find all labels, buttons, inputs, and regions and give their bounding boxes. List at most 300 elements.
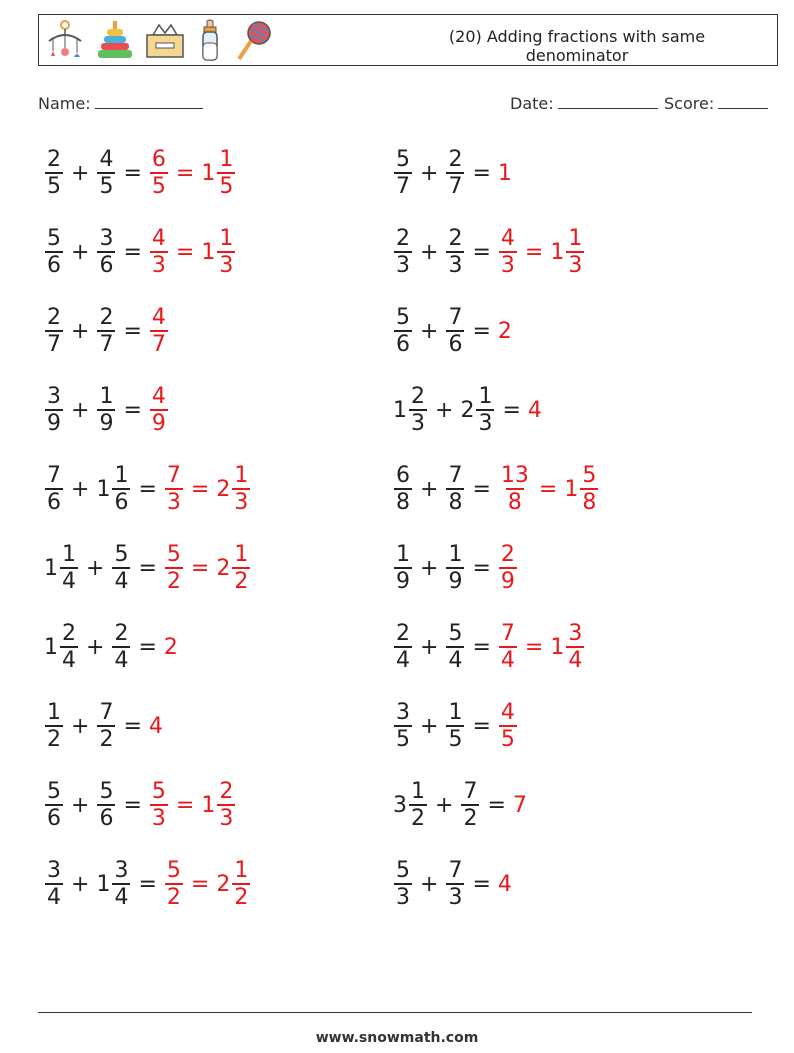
number (445, 700, 465, 752)
numerator: 5 (114, 542, 129, 567)
answer (164, 635, 179, 660)
answer-equals-sign: = (524, 634, 544, 660)
tissue-box-icon (143, 19, 187, 63)
number (96, 305, 116, 357)
plus-sign: + (420, 555, 439, 581)
denominator: 7 (99, 332, 114, 357)
numerator: 4 (151, 384, 166, 409)
whole-number: 2 (216, 871, 231, 897)
denominator: 9 (47, 411, 61, 436)
numerator: 1 (219, 226, 234, 251)
number (445, 305, 465, 357)
plus-sign: + (71, 713, 90, 739)
plus-sign: + (420, 318, 439, 344)
denominator: 3 (166, 490, 181, 515)
numerator: 5 (448, 621, 463, 646)
equals-sign: = (472, 160, 491, 186)
problem-row (393, 694, 518, 758)
numerator: 7 (448, 858, 463, 883)
numerator: 4 (151, 305, 166, 330)
answer (216, 542, 251, 594)
whole-number: 1 (44, 634, 58, 660)
denominator: 3 (151, 253, 166, 278)
plus-sign: + (86, 555, 105, 581)
number (44, 779, 64, 831)
numerator: 13 (500, 463, 529, 488)
plus-sign: + (420, 476, 439, 502)
numerator: 2 (114, 621, 129, 646)
numerator: 2 (500, 542, 515, 567)
answer (498, 700, 518, 752)
answer (201, 226, 236, 278)
date-field (510, 94, 658, 113)
answer (201, 779, 236, 831)
numerator: 1 (448, 700, 463, 725)
fraction (112, 542, 130, 594)
fraction (217, 779, 235, 831)
numerator: 5 (166, 542, 181, 567)
denominator: 6 (448, 332, 463, 357)
numerator: 4 (500, 700, 515, 725)
equals-sign: = (472, 476, 491, 502)
number (393, 621, 413, 673)
numerator: 5 (582, 463, 597, 488)
fraction (499, 226, 517, 278)
plus-sign: + (435, 397, 454, 423)
number (44, 621, 79, 673)
numerator: 1 (114, 463, 129, 488)
numerator: 2 (47, 147, 61, 172)
number (393, 858, 413, 910)
denominator: 3 (478, 411, 493, 436)
equals-sign: = (123, 318, 142, 344)
denominator: 5 (99, 174, 114, 199)
fraction (461, 779, 479, 831)
denominator: 2 (166, 569, 181, 594)
denominator: 5 (396, 727, 410, 752)
name-blank[interactable] (95, 94, 203, 109)
fraction (150, 226, 168, 278)
baby-mobile-icon (43, 19, 87, 63)
problem-row (44, 536, 251, 600)
numerator: 2 (448, 226, 463, 251)
problem-row (44, 773, 236, 837)
fraction (45, 305, 63, 357)
problem-row (393, 773, 528, 837)
numerator: 2 (396, 621, 410, 646)
numerator: 7 (448, 305, 463, 330)
fraction (409, 384, 427, 436)
whole-number: 7 (512, 792, 527, 818)
footer-site: www.snowmath.com (315, 1030, 479, 1046)
numerator: 2 (396, 226, 410, 251)
numerator: 3 (396, 700, 410, 725)
problem-row (393, 299, 513, 363)
fraction (446, 305, 464, 357)
numerator: 7 (47, 463, 61, 488)
number (445, 463, 465, 515)
whole-number: 4 (497, 871, 512, 897)
denominator: 7 (151, 332, 166, 357)
equals-sign: = (123, 397, 142, 423)
numerator: 1 (396, 542, 410, 567)
denominator: 6 (396, 332, 410, 357)
number (96, 858, 131, 910)
answer (201, 147, 236, 199)
plus-sign: + (86, 634, 105, 660)
denominator: 3 (151, 806, 166, 831)
number (393, 542, 413, 594)
fraction (499, 542, 517, 594)
whole-number: 1 (497, 160, 512, 186)
fraction (217, 147, 235, 199)
denominator: 5 (500, 727, 515, 752)
score-label: Score: (664, 94, 715, 113)
fraction (217, 226, 235, 278)
answer (216, 463, 251, 515)
numerator: 2 (62, 621, 76, 646)
denominator: 6 (47, 806, 61, 831)
whole-number: 2 (163, 634, 178, 660)
number (96, 700, 116, 752)
fraction (150, 779, 168, 831)
answer-equals-sign: = (190, 476, 210, 502)
date-blank[interactable] (558, 94, 658, 109)
denominator: 9 (151, 411, 166, 436)
whole-number: 1 (564, 476, 579, 502)
name-label: Name: (38, 94, 91, 113)
plus-sign: + (71, 318, 90, 344)
denominator: 3 (234, 490, 249, 515)
numerator: 1 (568, 226, 583, 251)
answer (149, 384, 169, 436)
fraction (97, 305, 115, 357)
numerator: 6 (151, 147, 166, 172)
rattle-icon (233, 19, 273, 63)
fraction (45, 779, 63, 831)
answer (498, 161, 513, 186)
problem-row (393, 220, 585, 284)
answer (564, 463, 599, 515)
date-label: Date: (510, 94, 554, 113)
answer-equals-sign: = (175, 160, 195, 186)
fraction (566, 621, 584, 673)
header-icons (43, 19, 273, 63)
numerator: 2 (411, 384, 425, 409)
denominator: 3 (568, 253, 583, 278)
fraction (394, 147, 412, 199)
numerator: 2 (47, 305, 61, 330)
numerator: 1 (478, 384, 493, 409)
number (96, 463, 131, 515)
number (445, 858, 465, 910)
numerator: 1 (234, 858, 249, 883)
answer (149, 147, 169, 199)
whole-number: 2 (497, 318, 512, 344)
plus-sign: + (420, 239, 439, 265)
number (445, 621, 465, 673)
fraction (446, 858, 464, 910)
fraction (150, 305, 168, 357)
problem-row (393, 141, 513, 205)
numerator: 3 (568, 621, 583, 646)
fraction (45, 858, 63, 910)
fraction (580, 463, 598, 515)
denominator: 6 (99, 806, 114, 831)
fraction (394, 226, 412, 278)
fraction (45, 384, 63, 436)
answer-equals-sign: = (190, 555, 210, 581)
denominator: 2 (411, 806, 425, 831)
fraction (45, 226, 63, 278)
number (111, 542, 131, 594)
answer (513, 793, 528, 818)
denominator: 5 (47, 174, 61, 199)
whole-number: 2 (216, 555, 231, 581)
equals-sign: = (472, 713, 491, 739)
problem-row (44, 457, 251, 521)
number (445, 542, 465, 594)
numerator: 1 (411, 779, 425, 804)
denominator: 2 (166, 885, 181, 910)
number (44, 463, 64, 515)
number (460, 779, 480, 831)
numerator: 5 (47, 226, 61, 251)
whole-number: 4 (148, 713, 163, 739)
numerator: 2 (219, 779, 234, 804)
numerator: 7 (99, 700, 114, 725)
equals-sign: = (472, 555, 491, 581)
fraction (97, 779, 115, 831)
number (445, 226, 465, 278)
number (393, 384, 428, 436)
numerator: 6 (396, 463, 410, 488)
whole-number: 1 (201, 792, 216, 818)
number (44, 542, 79, 594)
denominator: 3 (500, 253, 515, 278)
answer (550, 226, 585, 278)
equals-sign: = (138, 871, 157, 897)
numerator: 7 (463, 779, 478, 804)
whole-number: 1 (44, 555, 58, 581)
equals-sign: = (138, 476, 157, 502)
numerator: 7 (500, 621, 515, 646)
number (393, 700, 413, 752)
numerator: 3 (114, 858, 129, 883)
problem-row (44, 852, 251, 916)
answer (149, 714, 164, 739)
denominator: 7 (448, 174, 463, 199)
fraction (446, 621, 464, 673)
denominator: 2 (47, 727, 61, 752)
number (393, 779, 428, 831)
plus-sign: + (71, 871, 90, 897)
whole-number: 1 (96, 476, 111, 502)
whole-number: 4 (527, 397, 542, 423)
denominator: 9 (448, 569, 463, 594)
number (393, 305, 413, 357)
denominator: 3 (396, 885, 410, 910)
fraction (112, 463, 130, 515)
numerator: 5 (99, 779, 114, 804)
equals-sign: = (502, 397, 521, 423)
plus-sign: + (420, 713, 439, 739)
denominator: 2 (234, 885, 249, 910)
answer-equals-sign: = (175, 792, 195, 818)
equals-sign: = (123, 160, 142, 186)
denominator: 5 (151, 174, 166, 199)
answer-equals-sign: = (175, 239, 195, 265)
answer (164, 542, 184, 594)
problem-row (44, 378, 169, 442)
denominator: 4 (62, 648, 76, 673)
answer (498, 621, 518, 673)
numerator: 1 (99, 384, 114, 409)
whole-number: 1 (550, 239, 565, 265)
fraction (409, 779, 427, 831)
numerator: 4 (500, 226, 515, 251)
answer (528, 398, 543, 423)
whole-number: 1 (201, 239, 216, 265)
problem-row (393, 852, 513, 916)
denominator: 4 (62, 569, 76, 594)
denominator: 3 (219, 253, 234, 278)
denominator: 6 (47, 490, 61, 515)
equals-sign: = (487, 792, 506, 818)
fraction (45, 463, 63, 515)
answer (149, 305, 169, 357)
numerator: 1 (62, 542, 76, 567)
plus-sign: + (71, 397, 90, 423)
denominator: 4 (47, 885, 61, 910)
numerator: 1 (234, 463, 249, 488)
denominator: 4 (114, 885, 129, 910)
numerator: 2 (448, 147, 463, 172)
fraction (165, 858, 183, 910)
denominator: 6 (114, 490, 129, 515)
fraction (232, 858, 250, 910)
denominator: 5 (219, 174, 234, 199)
plus-sign: + (420, 634, 439, 660)
number (393, 226, 413, 278)
numerator: 5 (396, 305, 410, 330)
answer (216, 858, 251, 910)
fraction (446, 700, 464, 752)
numerator: 7 (448, 463, 463, 488)
problem-row (393, 457, 599, 521)
number (445, 147, 465, 199)
problem-row (44, 615, 179, 679)
whole-number: 1 (201, 160, 216, 186)
answer (498, 542, 518, 594)
answer (164, 858, 184, 910)
equals-sign: = (138, 555, 157, 581)
numerator: 5 (396, 858, 410, 883)
fraction (394, 700, 412, 752)
answer-equals-sign: = (190, 871, 210, 897)
denominator: 4 (114, 648, 129, 673)
fraction (499, 463, 531, 515)
denominator: 8 (507, 490, 522, 515)
number (460, 384, 495, 436)
whole-number: 1 (96, 871, 111, 897)
denominator: 8 (448, 490, 463, 515)
fraction (446, 542, 464, 594)
numerator: 5 (396, 147, 410, 172)
denominator: 2 (234, 569, 249, 594)
numerator: 3 (99, 226, 114, 251)
answer-equals-sign: = (538, 476, 558, 502)
denominator: 8 (582, 490, 597, 515)
name-field (38, 94, 203, 113)
answer (550, 621, 585, 673)
fraction (97, 700, 115, 752)
worksheet-title: (20) Adding fractions with same denominator (448, 27, 706, 65)
plus-sign: + (420, 871, 439, 897)
denominator: 5 (448, 727, 463, 752)
problem-row (44, 220, 236, 284)
fraction (150, 384, 168, 436)
number (44, 147, 64, 199)
score-blank[interactable] (718, 94, 768, 109)
fraction (112, 621, 130, 673)
answer (164, 463, 184, 515)
number (44, 384, 64, 436)
fraction (499, 700, 517, 752)
number (44, 858, 64, 910)
problem-row (44, 141, 236, 205)
equals-sign: = (472, 871, 491, 897)
equals-sign: = (123, 239, 142, 265)
answer (149, 779, 169, 831)
number (96, 384, 116, 436)
header-box (38, 14, 778, 66)
fraction (446, 147, 464, 199)
denominator: 3 (448, 253, 463, 278)
number (96, 147, 116, 199)
number (393, 147, 413, 199)
score-field (664, 94, 768, 113)
stacking-rings-icon (95, 19, 135, 63)
numerator: 1 (448, 542, 463, 567)
fraction (97, 384, 115, 436)
denominator: 3 (396, 253, 410, 278)
denominator: 4 (114, 569, 129, 594)
number (44, 226, 64, 278)
fraction (97, 226, 115, 278)
fraction (394, 542, 412, 594)
denominator: 9 (99, 411, 114, 436)
number (96, 779, 116, 831)
answer-equals-sign: = (524, 239, 544, 265)
whole-number: 1 (393, 397, 407, 423)
denominator: 6 (47, 253, 61, 278)
numerator: 2 (99, 305, 114, 330)
fraction (112, 858, 130, 910)
numerator: 5 (166, 858, 181, 883)
numerator: 5 (47, 779, 61, 804)
fraction (45, 147, 63, 199)
footer-divider (38, 1012, 752, 1013)
whole-number: 1 (550, 634, 565, 660)
plus-sign: + (71, 160, 90, 186)
equals-sign: = (123, 792, 142, 818)
number (44, 700, 64, 752)
numerator: 3 (47, 384, 61, 409)
denominator: 9 (500, 569, 515, 594)
fraction (60, 542, 78, 594)
numerator: 3 (47, 858, 61, 883)
